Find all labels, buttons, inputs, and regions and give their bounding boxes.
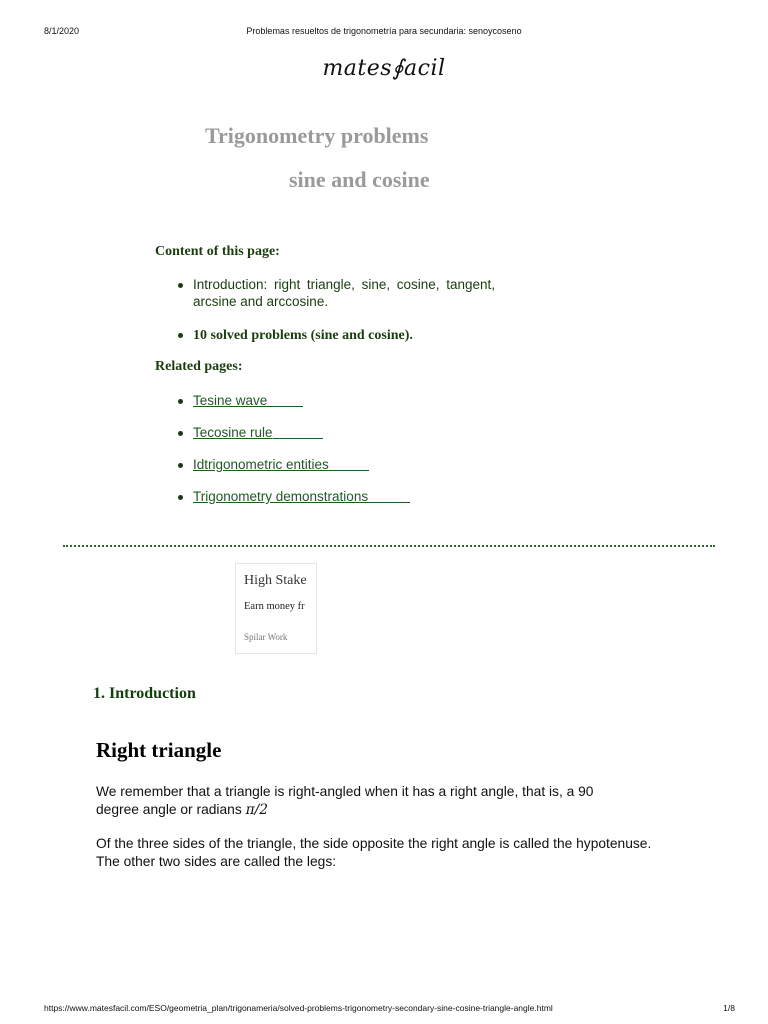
link-underline (368, 488, 410, 503)
contents-heading: Content of this page: (155, 244, 280, 259)
list-item (155, 326, 413, 344)
related-heading: Related pages: (155, 359, 243, 374)
related-list (155, 424, 323, 442)
related-list (155, 488, 410, 506)
print-date: 8/1/2020 (44, 26, 80, 36)
logo-text-start: mates (322, 56, 393, 81)
section-heading-introduction: 1. Introduction (93, 685, 196, 702)
link-sine-wave[interactable]: Tesine wave (193, 393, 268, 408)
paragraph-right-angle (96, 783, 616, 819)
list-item (155, 488, 410, 506)
list-item (155, 456, 369, 474)
list-item (155, 424, 323, 442)
contents-item-solved-problems: 10 solved problems (sine and cosine). (193, 328, 413, 343)
link-underline (273, 424, 323, 439)
page-subtitle: sine and cosine (289, 167, 430, 192)
print-page-number: 1/8 (723, 1003, 735, 1013)
paragraph-hypotenuse: Of the three sides of the triangle, the side opposite the right angle is called the hypotenuse. The other two sides are called the legs: (96, 836, 652, 869)
list-item (155, 276, 495, 310)
section-divider (63, 545, 715, 547)
link-cosine-rule[interactable]: Tecosine rule (193, 425, 273, 440)
related-list (155, 392, 303, 410)
list-item (155, 392, 303, 410)
ad-title: High Stake (244, 573, 307, 588)
subheading-right-triangle: Right triangle (96, 738, 222, 762)
contents-list (155, 326, 413, 344)
page-title: Trigonometry problems (205, 123, 429, 148)
math-pi-over-2: π/2 (245, 802, 269, 818)
logo-text-end: acil (404, 56, 446, 81)
contents-item-introduction: Introduction: right triangle, sine, cosine, tangent, arcsine and arccosine. (193, 277, 495, 309)
link-trigonometric-identities[interactable]: Idtrigonometric entities (193, 457, 329, 472)
contents-list (155, 276, 495, 310)
ad-card[interactable] (235, 563, 317, 654)
link-underline (329, 456, 369, 471)
ad-source: Spilar Work (244, 632, 288, 642)
logo-integral-glyph: ∮ (392, 56, 405, 81)
paragraph-text: We remember that a triangle is right-angled when it has a right angle, that is, a 90 degree angle or radians (96, 784, 594, 817)
site-logo[interactable] (0, 56, 768, 81)
ad-description: Earn money fr (244, 601, 305, 612)
related-list (155, 456, 369, 474)
link-trigonometry-demonstrations[interactable]: Trigonometry demonstrations (193, 489, 369, 504)
print-page-title: Problemas resueltos de trigonometría para secundaria: senoycoseno (246, 26, 522, 36)
link-underline (267, 392, 303, 407)
print-url: https://www.matesfacil.com/ESO/geometria_plan/trigonameria/solved-problems-trigonometry-secondary-sine-cosine-triangle-angle.html (44, 1003, 553, 1013)
